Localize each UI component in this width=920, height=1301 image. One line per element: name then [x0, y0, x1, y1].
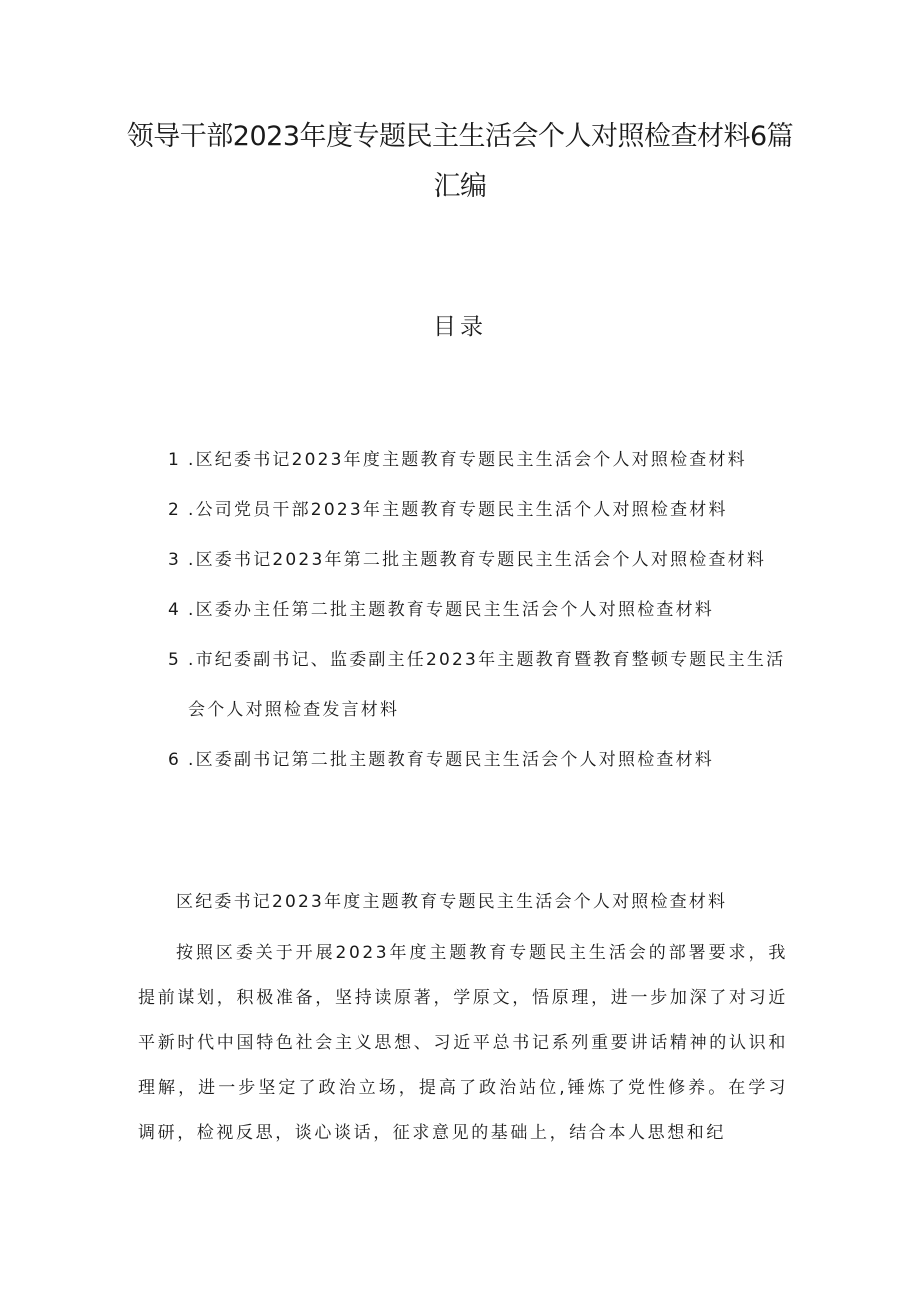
toc-item-text: .公司党员干部2023年主题教育专题民主生活个人对照检查材料: [188, 500, 728, 520]
toc-heading: 目录: [433, 314, 487, 340]
toc-item-number: 1: [168, 450, 179, 470]
toc-item-text: .区委副书记第二批主题教育专题民主生活会个人对照检查材料: [188, 750, 715, 770]
toc-item-number: 4: [168, 600, 179, 620]
toc-item-number: 6: [168, 750, 179, 770]
table-of-contents: [0, 442, 920, 792]
section-title: 区纪委书记2023年度主题教育专题民主生活会个人对照检查材料: [176, 892, 728, 912]
toc-item-text: .区委书记2023年第二批主题教育专题民主生活会个人对照检查材料: [188, 550, 767, 570]
toc-item-number: 2: [168, 500, 179, 520]
toc-item[interactable]: [0, 642, 920, 742]
toc-item-text: .区纪委书记2023年度主题教育专题民主生活会个人对照检查材料: [188, 450, 747, 470]
toc-item-text: .区委办主任第二批主题教育专题民主生活会个人对照检查材料: [188, 600, 715, 620]
body-paragraph: 按照区委关于开展2023年度主题教育专题民主生活会的部署要求，我提前谋划，积极准备，坚持读原著，学原文，悟原理，进一步加深了对习近平新时代中国特色社会主义思想、习近平总书记系列重要讲话精神的认识和理解，进一步坚定了政治立场，提高了政治站位,锤炼了党性修养。在学习调研，检视反思，谈心谈话，征求意见的基础上，结合本人思想和纪: [138, 943, 788, 1143]
document-title: 领导干部2023年度专题民主生活会个人对照检查材料6篇汇编: [126, 121, 794, 202]
toc-item-number: 3: [168, 550, 179, 570]
toc-item-text: .市纪委副书记、监委副主任2023年主题教育暨教育整顿专题民主生活会个人对照检查发言材料: [188, 650, 786, 720]
toc-item-number: 5: [168, 650, 179, 670]
toc-item[interactable]: [0, 742, 920, 792]
